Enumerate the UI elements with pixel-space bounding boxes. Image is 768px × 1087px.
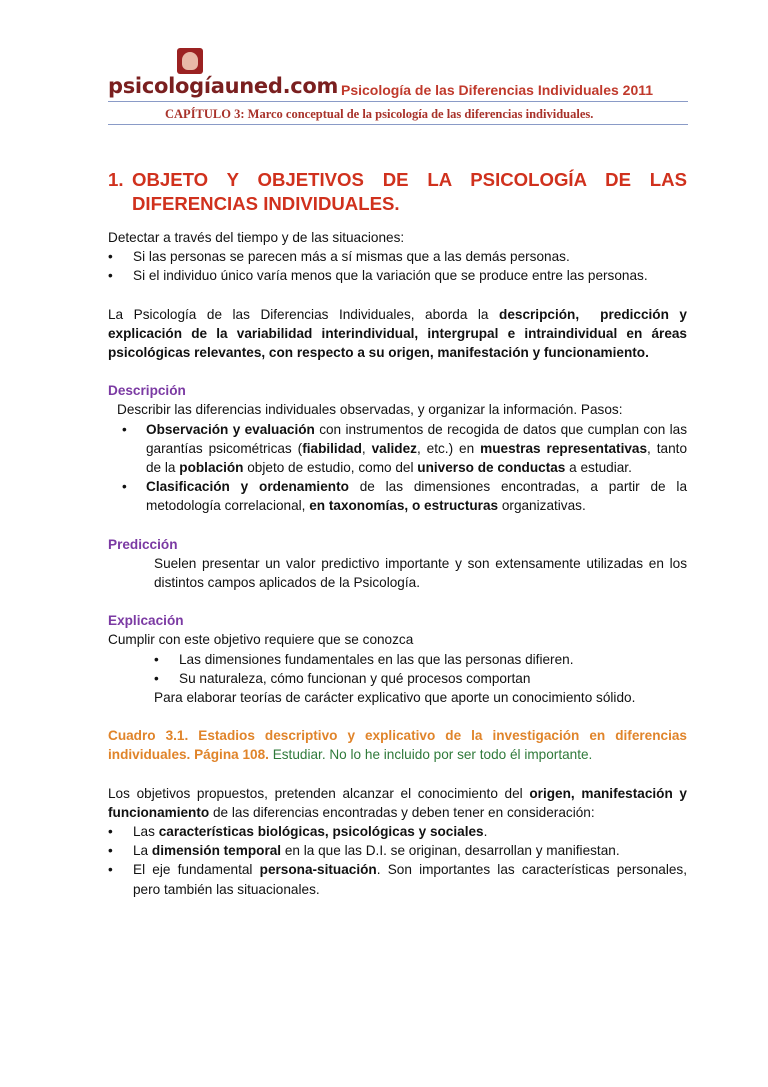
list-item <box>108 822 687 841</box>
header-rule-bottom <box>108 124 688 125</box>
cuadro-reference: Cuadro 3.1. Estadios descriptivo y explicativo de la investigación en diferencias individuales. Página 108. Estudiar. No lo he incluido por ser todo él importante. <box>108 728 687 763</box>
prediccion-heading: Predicción <box>108 536 178 552</box>
objetivos-bullet-1: Las características biológicas, psicológicas y sociales. <box>133 824 488 840</box>
bullet-icon: • <box>122 479 127 495</box>
section-heading <box>108 168 687 215</box>
list-item <box>108 477 687 515</box>
explicacion-lead: Cumplir con este objetivo requiere que se conozca <box>108 632 414 648</box>
page-body <box>108 168 687 899</box>
document-title: Psicología de las Diferencias Individuales 2011 <box>341 82 654 98</box>
explicacion-heading: Explicación <box>108 613 184 629</box>
explicacion-bullet-2: Su naturaleza, cómo funcionan y qué procesos comportan <box>179 670 531 686</box>
list-item <box>108 841 687 860</box>
intro-bullet-2: Si el individuo único varía menos que la variación que se produce entre las personas. <box>133 268 648 284</box>
intro-bullet-1: Si las personas se parecen más a sí mismas que a las demás personas. <box>133 249 570 265</box>
bullet-icon: • <box>108 824 113 840</box>
bullet-icon: • <box>154 670 159 686</box>
objetivos-paragraph: Los objetivos propuestos, pretenden alcanzar el conocimiento del origen, manifestación y funcionamiento de las diferencias encontradas y deben tener en consideración: <box>108 785 687 820</box>
section-title: OBJETO Y OBJETIVOS DE LA PSICOLOGÍA DE LAS DIFERENCIAS INDIVIDUALES. <box>132 169 687 214</box>
descripcion-lead: Describir las diferencias individuales observadas, y organizar la información. Pasos: <box>117 402 623 418</box>
prediccion-text: Suelen presentar un valor predictivo importante y son extensamente utilizadas en los distintos campos aplicados de la Psicología. <box>154 555 687 591</box>
objetivos-bullet-3: El eje fundamental persona-situación. Son importantes las características personales, pero también las situacionales. <box>133 862 687 897</box>
descripcion-bullet-2: Clasificación y ordenamiento de las dimensiones encontradas, a partir de la metodología correlacional, en taxonomías, o estructuras organizativas. <box>146 479 688 514</box>
header-rule-top <box>108 101 688 102</box>
definition-paragraph: La Psicología de las Diferencias Individuales, aborda la descripción, predicción y explicación de la variabilidad interindividual, intergrupal e intraindividual en áreas psicológicas relevantes, con respecto a su origen, manifestación y funcionamiento. <box>108 306 687 361</box>
list-item <box>108 420 687 478</box>
list-item <box>108 247 687 266</box>
descripcion-heading: Descripción <box>108 383 186 399</box>
explicacion-bullet-1: Las dimensiones fundamentales en las que las personas difieren. <box>179 651 574 667</box>
chapter-title: CAPÍTULO 3: Marco conceptual de la psicología de las diferencias individuales. <box>165 107 594 121</box>
list-item <box>108 860 687 898</box>
list-item <box>108 266 687 285</box>
bullet-icon: • <box>122 421 127 437</box>
explicacion-closing: Para elaborar teorías de carácter explicativo que aporte un conocimiento sólido. <box>154 690 636 706</box>
site-logo[interactable]: psicologíauned.com <box>108 74 339 98</box>
section-number: 1. <box>108 169 124 190</box>
objetivos-bullet-2: La dimensión temporal en la que las D.I. se originan, desarrollan y manifiestan. <box>133 843 620 859</box>
bullet-icon: • <box>108 268 113 284</box>
list-item <box>108 650 687 669</box>
bullet-icon: • <box>108 862 113 878</box>
bullet-icon: • <box>108 843 113 859</box>
bullet-icon: • <box>154 651 159 667</box>
logo-brain-icon <box>177 48 203 74</box>
descripcion-bullet-1: Observación y evaluación con instrumentos de recogida de datos que cumplan con las garantías psicométricas (fiabilidad, validez, etc.) en muestras representativas, tanto de la población objeto de estudio, como del universo de conductas a estudiar. <box>146 421 688 476</box>
intro-lead: Detectar a través del tiempo y de las situaciones: <box>108 230 405 245</box>
bullet-icon: • <box>108 249 113 265</box>
list-item <box>108 669 687 688</box>
